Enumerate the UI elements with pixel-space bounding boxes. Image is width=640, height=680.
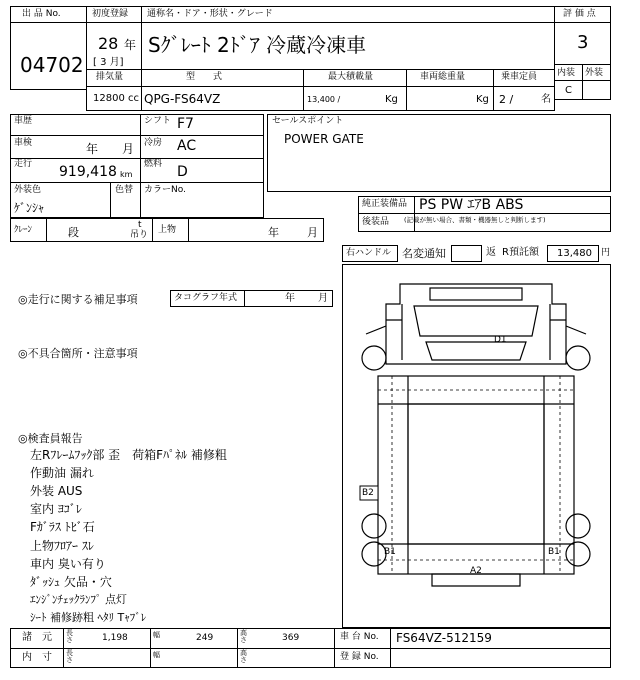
crane-ton: t: [138, 220, 142, 230]
rhd-label: 右ハンドル: [346, 248, 392, 258]
deposit: 13,480: [557, 248, 592, 259]
aftermarket-note: (記載が無い場合、書類・機器無しと判断します): [404, 216, 546, 224]
remark-line: 室内 ﾖｺﾞﾚ: [30, 502, 82, 516]
aftermarket-label: 後装品: [362, 217, 390, 227]
crane-stage: 段: [68, 226, 79, 239]
fuel-label: 燃料: [144, 159, 163, 169]
gross-weight-label: 車両総重量: [420, 72, 466, 82]
exterior-label: 外装: [585, 68, 604, 78]
displacement: 12800 cc: [93, 93, 139, 104]
reg-year-unit: 年: [124, 38, 137, 52]
remark-line: 車内 臭い有り: [30, 557, 106, 571]
body-month-unit: 月: [307, 226, 318, 239]
history-block: [10, 114, 264, 218]
inspection-label: 車検: [14, 138, 33, 148]
remark-line: 上物ﾌﾛｱｰ ｽﾚ: [30, 539, 94, 553]
ac: AC: [177, 138, 197, 154]
defects-title: ◎不具合箇所・注意事項: [18, 347, 138, 360]
inspection-month-unit: 月: [122, 142, 135, 156]
sales-point-text: POWER GATE: [284, 132, 364, 146]
sales-point-label: セールスポイント: [272, 116, 344, 126]
color: ｹﾞﾝｼｬ: [14, 201, 45, 215]
name-change-label: 名変通知: [402, 247, 446, 260]
shift-label: シフト: [144, 116, 172, 126]
equipment-value: PS PW ｴｱB ABS: [419, 197, 524, 213]
model-name-label: 通称名・ドア・形状・グレード: [147, 9, 273, 19]
remark-line: 左Rﾌﾚｰﾑﾌｯｸ部 歪 荷箱Fﾊﾟﾈﾙ 補修粗: [30, 448, 227, 462]
damage-mark-b1-right: B1: [548, 547, 560, 557]
damage-mark-b2: B2: [362, 488, 374, 498]
crane-hang: 吊り: [130, 230, 149, 240]
model-code: QPG-FS64VZ: [144, 92, 221, 106]
length: 1,198: [102, 633, 128, 643]
return-label: 返: [486, 247, 496, 258]
interior-grade: C: [565, 85, 572, 96]
dims-label: 諸 元: [22, 632, 52, 643]
damage-mark-d1: D1: [494, 335, 507, 345]
mileage: 919,418: [59, 164, 117, 180]
width: 249: [196, 633, 214, 643]
tachograph-month-unit: 月: [318, 293, 328, 304]
crane-label: ｸﾚｰﾝ: [14, 225, 33, 235]
interior-height-label: 高さ: [240, 649, 247, 664]
damage-mark-b1-left: B1: [384, 547, 396, 557]
tachograph-year-unit: 年: [285, 293, 295, 304]
color-label: 外装色: [14, 185, 42, 195]
max-load-label: 最大積載量: [328, 72, 374, 82]
color-code-label: カラーNo.: [144, 185, 186, 195]
remark-line: ｼｰﾄ 補修跡粗 ﾍﾀﾘ Tｬﾌﾞﾚ: [30, 611, 147, 624]
inspection-year-unit: 年: [86, 142, 99, 156]
reg-year: 28: [98, 34, 119, 53]
height-label: 高さ: [240, 629, 247, 644]
shift: F7: [177, 116, 194, 132]
score-label: 評 価 点: [563, 9, 596, 19]
height: 369: [282, 633, 300, 643]
deposit-unit: 円: [601, 248, 611, 258]
history-label: 車歴: [14, 116, 33, 126]
gross-unit: Kg: [476, 94, 489, 105]
mileage-unit: km: [120, 170, 133, 179]
color-no-label: 色替: [115, 185, 134, 195]
equipment-label: 純正装備品: [362, 199, 408, 209]
width-label: 幅: [153, 631, 160, 639]
chassis: FS64VZ-512159: [396, 631, 492, 645]
chassis-label: 車 台 No.: [340, 632, 379, 642]
remark-line: 外装 AUS: [30, 484, 83, 498]
first-reg-label: 初度登録: [92, 9, 129, 19]
length-label: 長さ: [66, 629, 73, 644]
interior-width-label: 幅: [153, 651, 160, 659]
deposit-label: R預託額: [502, 247, 539, 258]
capacity-unit: 名: [541, 94, 551, 105]
remark-line: Fｶﾞﾗｽ ﾄﾋﾞ石: [30, 520, 95, 534]
remark-line: ｴﾝｼﾞﾝﾁｪｯｸﾗﾝﾌﾟ 点灯: [30, 593, 127, 606]
damage-mark-a2: A2: [470, 566, 482, 576]
inspector-title: ◎検査員報告: [18, 432, 83, 445]
interior-length-label: 長さ: [66, 649, 73, 664]
max-load-unit: Kg: [385, 94, 398, 105]
tachograph-label: タコグラフ年式: [174, 293, 238, 303]
max-load: 13,400 /: [307, 95, 341, 104]
lot-no-label: 出 品 No.: [22, 9, 61, 19]
score: 3: [577, 32, 589, 53]
model-label: 型 式: [186, 72, 223, 82]
reg-month: [ 3 月]: [93, 57, 124, 68]
reg-no-label: 登 録 No.: [340, 652, 379, 662]
driving-title: ◎走行に関する補足事項: [18, 293, 138, 306]
capacity: 2 /: [499, 93, 514, 106]
mileage-label: 走行: [14, 159, 33, 169]
interior-dims-label: 内 寸: [22, 652, 52, 663]
interior-label: 内装: [557, 68, 576, 78]
body-label: 上物: [158, 225, 177, 235]
capacity-label: 乗車定員: [501, 72, 538, 82]
body-year-unit: 年: [268, 226, 279, 239]
remark-line: ﾀﾞｯｼｭ 欠品・穴: [30, 575, 112, 589]
remark-line: 作動油 漏れ: [30, 466, 94, 480]
vehicle-title: Sｸﾞﾚｰﾄ 2ﾄﾞｱ 冷蔵冷凍車: [148, 33, 367, 57]
ac-label: 冷房: [144, 138, 163, 148]
lot-no: 04702: [20, 53, 84, 77]
name-change-box: [451, 245, 482, 262]
displacement-label: 排気量: [96, 72, 124, 82]
fuel: D: [177, 164, 188, 180]
